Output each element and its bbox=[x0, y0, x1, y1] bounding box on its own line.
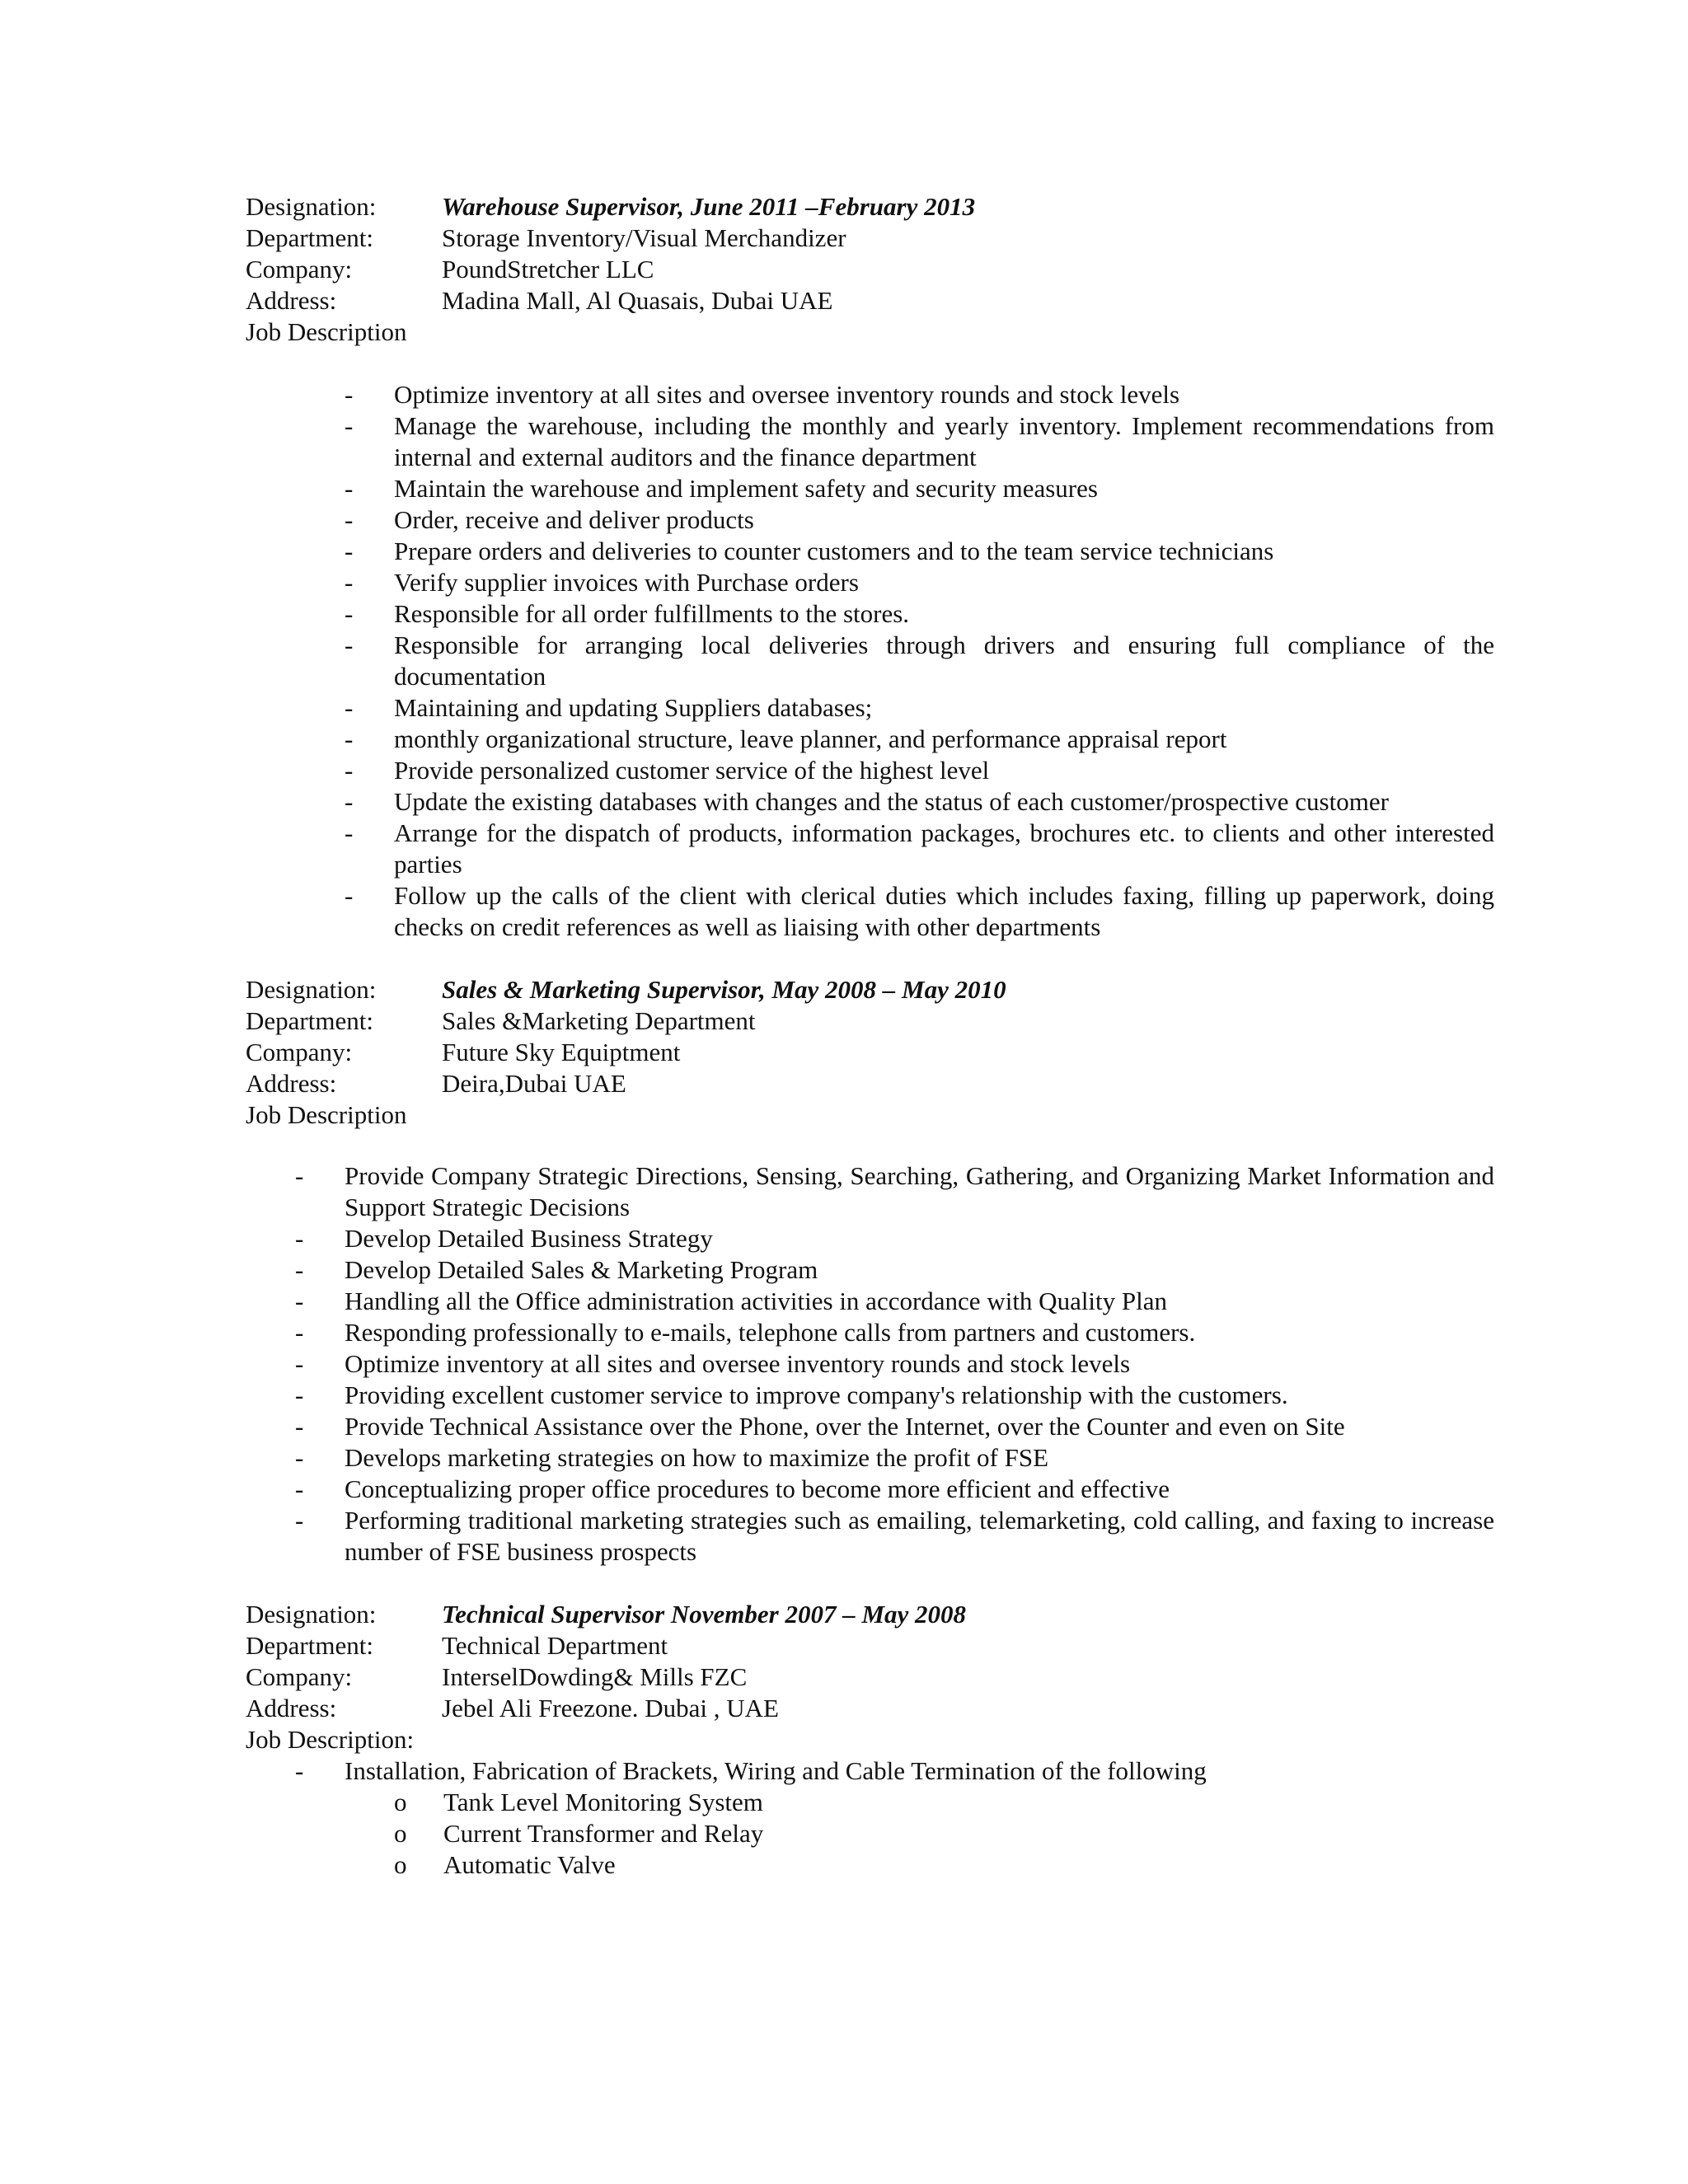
duties-list bbox=[345, 379, 1494, 943]
resume-page bbox=[246, 191, 1494, 1881]
department-label: Department: bbox=[246, 223, 373, 252]
dash-bullet: - bbox=[345, 568, 354, 597]
dash-bullet: - bbox=[345, 505, 354, 534]
dash-bullet: - bbox=[345, 380, 354, 409]
dash-bullet: - bbox=[295, 1349, 304, 1378]
designation-label: Designation: bbox=[246, 1600, 377, 1629]
dash-bullet: - bbox=[295, 1161, 304, 1190]
department-row bbox=[246, 223, 1494, 254]
duties-list bbox=[295, 1755, 1494, 1787]
duty-item: - Develops marketing strategies on how to maximize the profit of FSE bbox=[295, 1443, 1049, 1472]
duty-item: - Develop Detailed Sales & Marketing Program bbox=[295, 1255, 818, 1284]
duties-list bbox=[295, 1160, 1494, 1568]
designation-value: Sales & Marketing Supervisor, May 2008 – May 2010 bbox=[442, 975, 1006, 1004]
designation-label: Designation: bbox=[246, 975, 377, 1004]
duty-item: - Optimize inventory at all sites and oversee inventory rounds and stock levels bbox=[345, 380, 1180, 409]
duty-item: - monthly organizational structure, leave planner, and performance appraisal report bbox=[345, 724, 1227, 753]
duty-item: - Arrange for the dispatch of products, information packages, brochures etc. to clients and other interested parties bbox=[345, 818, 1494, 879]
company-row bbox=[246, 254, 1494, 285]
department-value: Storage Inventory/Visual Merchandizer bbox=[442, 223, 846, 252]
duty-item: - Providing excellent customer service to improve company's relationship with the customers. bbox=[295, 1380, 1288, 1409]
designation-row bbox=[246, 1599, 1494, 1630]
address-value: Jebel Ali Freezone. Dubai , UAE bbox=[442, 1694, 779, 1722]
dash-bullet: - bbox=[345, 756, 354, 785]
designation-label: Designation: bbox=[246, 192, 377, 221]
address-label: Address: bbox=[246, 1069, 337, 1098]
job-description-label: Job Description: bbox=[246, 1725, 415, 1754]
sub-item: o Automatic Valve bbox=[394, 1850, 616, 1879]
duty-item: - Update the existing databases with changes and the status of each customer/prospective customer bbox=[345, 787, 1389, 816]
company-value: PoundStretcher LLC bbox=[442, 255, 654, 284]
company-row bbox=[246, 1037, 1494, 1068]
dash-bullet: - bbox=[295, 1474, 304, 1503]
company-label: Company: bbox=[246, 255, 353, 284]
address-label: Address: bbox=[246, 1694, 337, 1722]
dash-bullet: - bbox=[295, 1380, 304, 1409]
duty-item: - Prepare orders and deliveries to counter customers and to the team service technicians bbox=[345, 537, 1274, 565]
duty-item: - Performing traditional marketing strategies such as emailing, telemarketing, cold calling, and faxing to increase number of FSE business prospects bbox=[295, 1506, 1494, 1566]
duty-item: - Follow up the calls of the client with clerical duties which includes faxing, filling up paperwork, doing checks on credit references as well as liaising with other departments bbox=[345, 881, 1494, 941]
duty-item: - Develop Detailed Business Strategy bbox=[295, 1224, 713, 1253]
dash-bullet: - bbox=[345, 693, 354, 722]
company-value: InterselDowding& Mills FZC bbox=[442, 1662, 748, 1691]
dash-bullet: - bbox=[345, 474, 354, 503]
duty-item: - Handling all the Office administration activities in accordance with Quality Plan bbox=[295, 1286, 1168, 1315]
dash-bullet: - bbox=[295, 1412, 304, 1441]
dash-bullet: - bbox=[345, 411, 354, 440]
duty-item: - Responding professionally to e-mails, telephone calls from partners and customers. bbox=[295, 1318, 1196, 1347]
job-entry-sales-marketing-supervisor bbox=[246, 974, 1494, 1568]
company-row bbox=[246, 1661, 1494, 1693]
address-value: Madina Mall, Al Quasais, Dubai UAE bbox=[442, 286, 833, 315]
duty-item: - Provide Technical Assistance over the Phone, over the Internet, over the Counter and even on Site bbox=[295, 1412, 1345, 1441]
department-row bbox=[246, 1005, 1494, 1037]
job-entry-technical-supervisor bbox=[246, 1599, 1494, 1881]
department-label: Department: bbox=[246, 1631, 373, 1660]
dash-bullet: - bbox=[295, 1255, 304, 1284]
dash-bullet: - bbox=[295, 1756, 304, 1785]
duty-item: - Maintaining and updating Suppliers databases; bbox=[345, 693, 873, 722]
duty-item: - Maintain the warehouse and implement safety and security measures bbox=[345, 474, 1098, 503]
sub-items-list bbox=[394, 1787, 1494, 1881]
company-label: Company: bbox=[246, 1038, 353, 1066]
designation-value: Technical Supervisor November 2007 – May 2008 bbox=[442, 1600, 967, 1629]
company-label: Company: bbox=[246, 1662, 353, 1691]
department-value: Sales &Marketing Department bbox=[442, 1006, 756, 1035]
company-value: Future Sky Equiptment bbox=[442, 1038, 681, 1066]
duty-item: - Manage the warehouse, including the monthly and yearly inventory. Implement recommendations from internal and external auditors and the finance department bbox=[345, 411, 1494, 471]
address-row bbox=[246, 285, 1494, 316]
sub-item: o Tank Level Monitoring System bbox=[394, 1788, 763, 1816]
dash-bullet: - bbox=[345, 818, 354, 847]
address-row bbox=[246, 1693, 1494, 1724]
duty-item: - Conceptualizing proper office procedures to become more efficient and effective bbox=[295, 1474, 1170, 1503]
circle-bullet: o bbox=[394, 1819, 407, 1848]
dash-bullet: - bbox=[345, 599, 354, 628]
job-entry-warehouse-supervisor bbox=[246, 191, 1494, 943]
dash-bullet: - bbox=[295, 1506, 304, 1535]
department-value: Technical Department bbox=[442, 1631, 668, 1660]
duty-item: - Provide personalized customer service of the highest level bbox=[345, 756, 990, 785]
dash-bullet: - bbox=[345, 537, 354, 565]
address-value: Deira,Dubai UAE bbox=[442, 1069, 626, 1098]
job-description-label: Job Description bbox=[246, 1100, 407, 1129]
sub-item: o Current Transformer and Relay bbox=[394, 1819, 764, 1848]
duty-item: - Verify supplier invoices with Purchase orders bbox=[345, 568, 859, 597]
duty-item: - Installation, Fabrication of Brackets, Wiring and Cable Termination of the following bbox=[295, 1756, 1207, 1785]
dash-bullet: - bbox=[345, 630, 354, 659]
dash-bullet: - bbox=[295, 1318, 304, 1347]
dash-bullet: - bbox=[345, 787, 354, 816]
duty-item: - Order, receive and deliver products bbox=[345, 505, 754, 534]
dash-bullet: - bbox=[295, 1224, 304, 1253]
department-label: Department: bbox=[246, 1006, 373, 1035]
duty-item: - Responsible for arranging local deliveries through drivers and ensuring full compliance of the documentation bbox=[345, 630, 1494, 691]
circle-bullet: o bbox=[394, 1850, 407, 1879]
job-description-label: Job Description bbox=[246, 317, 407, 346]
address-row bbox=[246, 1068, 1494, 1099]
circle-bullet: o bbox=[394, 1788, 407, 1816]
designation-row bbox=[246, 974, 1494, 1005]
designation-value: Warehouse Supervisor, June 2011 –February 2013 bbox=[442, 192, 976, 221]
duty-item: - Responsible for all order fulfillments to the stores. bbox=[345, 599, 910, 628]
dash-bullet: - bbox=[345, 724, 354, 753]
department-row bbox=[246, 1630, 1494, 1661]
designation-row bbox=[246, 191, 1494, 223]
dash-bullet: - bbox=[295, 1286, 304, 1315]
dash-bullet: - bbox=[295, 1443, 304, 1472]
address-label: Address: bbox=[246, 286, 337, 315]
duty-item: - Provide Company Strategic Directions, Sensing, Searching, Gathering, and Organizing Market Information and Support Strategic Decisions bbox=[295, 1161, 1494, 1221]
dash-bullet: - bbox=[345, 881, 354, 910]
duty-item: - Optimize inventory at all sites and oversee inventory rounds and stock levels bbox=[295, 1349, 1131, 1378]
